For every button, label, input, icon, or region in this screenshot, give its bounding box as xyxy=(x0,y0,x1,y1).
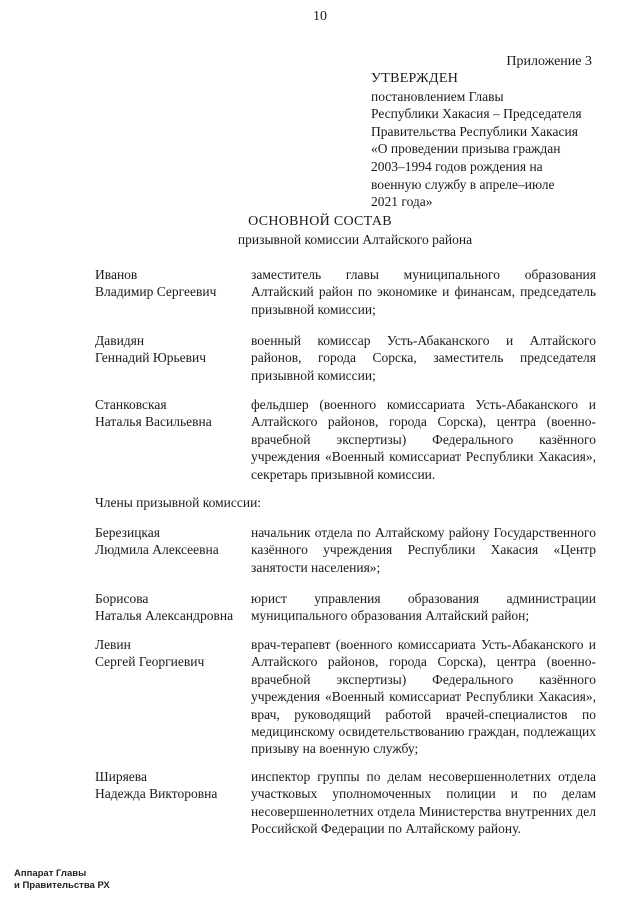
member-given-name: Надежда Викторовна xyxy=(95,786,218,802)
member-surname: Давидян xyxy=(95,333,145,348)
footer-stamp xyxy=(14,868,110,892)
approval-line: 2021 года» xyxy=(371,194,433,210)
footer-stamp-line: Аппарат Главы xyxy=(14,868,87,879)
member-role: начальник отдела по Алтайскому району Государственного казённого учреждения Республики Хакасия «Центр занятости населения»; xyxy=(251,525,596,575)
member-surname: Иванов xyxy=(95,267,138,282)
members-section-label: Члены призывной комиссии: xyxy=(95,495,262,510)
member-name xyxy=(95,396,245,431)
page-number: 10 xyxy=(313,9,327,24)
member-role: врач-терапевт (военного комиссариата Усть-Абаканского и Алтайского районов, города Сорска), центра (военно-врачебной экспертизы) Федерального казённого учреждения «Военный комиссариат Республики Хакасия», врач, руководящий работой врачей-специалистов по медицинскому освидетельствованию граждан, подлежащих призыву на военную службу; xyxy=(251,637,596,757)
member-name xyxy=(95,266,245,301)
member-given-name: Наталья Васильевна xyxy=(95,414,212,430)
approval-line: «О проведении призыва граждан xyxy=(371,141,561,157)
member-role: инспектор группы по делам несовершеннолетних отдела участковых уполномоченных полиции и по делам несовершеннолетних отдела Министерства внутренних дел Российской Федерации по Алтайскому району. xyxy=(251,769,596,837)
member-name xyxy=(95,636,245,671)
member-surname: Левин xyxy=(95,637,131,652)
footer-stamp-line: и Правительства РХ xyxy=(14,880,110,891)
approval-line: военную службу в апреле–июле xyxy=(371,176,555,192)
approval-heading: УТВЕРЖДЕН xyxy=(371,71,459,86)
approval-line: 2003–1994 годов рождения на xyxy=(371,158,543,174)
member-given-name: Людмила Алексеевна xyxy=(95,542,219,558)
member-surname: Ширяева xyxy=(95,769,147,784)
approval-line: Республики Хакасия – Председателя xyxy=(371,106,582,122)
member-surname: Березицкая xyxy=(95,525,160,540)
member-name xyxy=(95,768,245,803)
member-given-name: Сергей Георгиевич xyxy=(95,654,205,670)
member-surname: Борисова xyxy=(95,591,149,606)
approval-line: постановлением Главы xyxy=(371,88,504,104)
member-role: фельдшер (военного комиссариата Усть-Абаканского и Алтайского районов, города Сорска), центра (военно-врачебной экспертизы) Федерального казённого учреждения «Военный комиссариат Республики Хакасия», секретарь призывной комиссии. xyxy=(251,397,596,482)
member-given-name: Геннадий Юрьевич xyxy=(95,350,207,366)
member-surname: Станковская xyxy=(95,397,167,412)
document-subtitle: призывной комиссии Алтайского района xyxy=(237,232,473,247)
appendix-label: Приложение 3 xyxy=(506,54,592,69)
approval-block xyxy=(371,70,611,211)
member-given-name: Владимир Сергеевич xyxy=(95,284,217,300)
member-role: военный комиссар Усть-Абаканского и Алтайского районов, города Сорска, заместитель председателя призывной комиссии; xyxy=(251,333,596,383)
member-name xyxy=(95,332,245,367)
member-given-name: Наталья Александровна xyxy=(95,608,234,624)
approval-line: Правительства Республики Хакасия xyxy=(371,123,578,139)
member-name xyxy=(95,524,245,559)
member-name xyxy=(95,590,245,625)
member-role: юрист управления образования администрации муниципального образования Алтайский район; xyxy=(251,591,596,624)
document-title: ОСНОВНОЙ СОСТАВ xyxy=(248,214,392,229)
member-role: заместитель главы муниципального образования Алтайский район по экономике и финансам, председатель призывной комиссии; xyxy=(251,267,596,317)
